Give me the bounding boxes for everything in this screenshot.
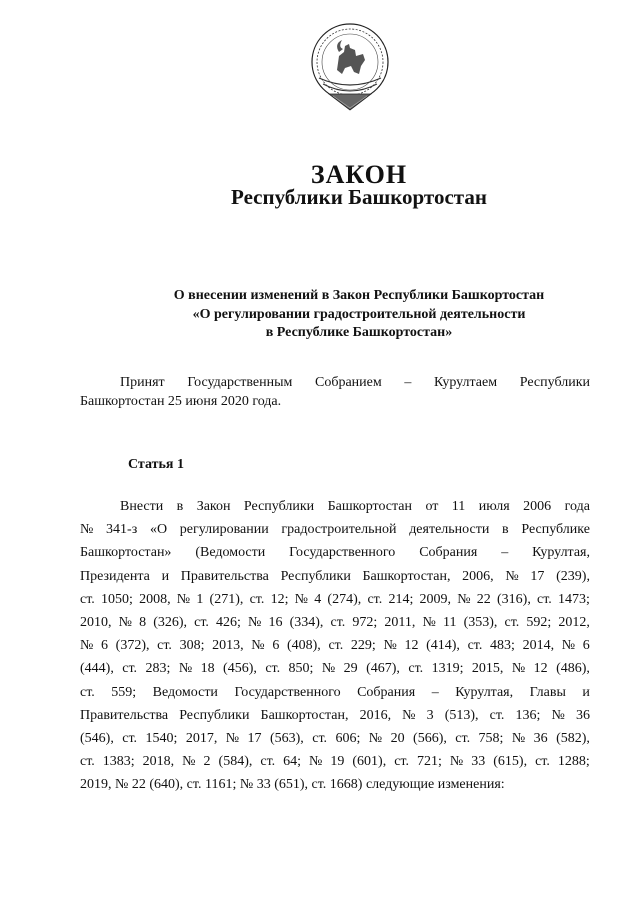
word: 1319; [431,661,464,677]
word: 36 [533,730,548,746]
word: года [564,499,590,514]
word: (582), [556,730,590,746]
word: (239), [556,568,590,584]
word: ст. [535,754,550,770]
word: 426; [216,614,241,630]
word: и [582,684,590,700]
word: (467), [366,661,400,677]
word: ст. [122,730,138,746]
word: Республики [519,375,590,390]
word: № [511,661,526,677]
text-line [80,541,590,564]
document-subtitle: Республики Башкортостан [231,185,487,209]
word: № [80,522,94,538]
word: градостроительной [281,522,397,538]
word: Ведомости [152,684,218,700]
word: № [321,661,336,677]
word: № [182,754,196,770]
document-title: ЗАКОН [310,160,408,189]
word: 6 [101,638,109,654]
word: Башкортостан» [80,545,172,561]
word: 8 [139,614,147,630]
word: 16 [268,614,283,630]
word: ст. [80,591,95,607]
text-line [80,611,590,634]
word: ст. [537,591,552,607]
word: 229; [350,638,376,654]
heading-line: в Республике Башкортостан» [265,325,453,340]
word: 36 [575,707,590,723]
word: ст. [489,707,505,723]
word: в [176,499,184,514]
word: (563), [269,730,304,746]
word: Государственного [234,684,341,700]
word: 2015, [471,661,504,677]
word: – [501,545,509,561]
word: (271), [209,591,244,607]
word: и [161,568,170,584]
article-title: Статья 1 [128,457,184,472]
article-body [80,495,590,796]
word: 283; [145,661,171,677]
word: 2009, [419,591,452,607]
word: (353), [463,614,498,630]
word: 6 [272,638,280,654]
text-line [80,518,590,541]
word: ст. [504,614,520,630]
word: (601), [352,754,387,770]
word: Башкортостан, [260,707,349,723]
word: ст. [330,614,346,630]
word: Закон [196,499,231,514]
word: ст. [455,730,471,746]
text-line [80,495,590,518]
word: № [294,591,309,607]
word: регулировании [179,522,269,538]
word: Собрания [357,684,416,700]
word: (316), [497,591,531,607]
word: № [422,614,436,630]
word: № [402,707,416,723]
word: (615), [493,754,528,770]
word: Внести [120,499,164,514]
word: (326), [153,614,188,630]
word: 2013, [212,638,244,654]
word: 1540; [145,730,178,746]
word: 2 [203,754,211,770]
word: 308; [179,638,205,654]
word: Собрания [419,545,478,561]
law-heading [39,287,640,343]
word: ст. [367,591,383,607]
word: Республике [521,522,590,538]
word: 12 [404,638,419,654]
word: ст. [157,638,172,654]
word: № [511,730,526,746]
word: (444), [80,661,114,677]
word: 1473; [558,591,590,607]
word: Республики [243,499,315,514]
word: 2017, [185,730,218,746]
word: (274), [327,591,362,607]
word: 1 [196,591,204,607]
word: 4 [314,591,322,607]
word: 136; [515,707,541,723]
word: Правительства [80,707,169,723]
word: 22 [476,591,491,607]
word: № [505,568,519,584]
word: в [502,522,509,538]
word: ст. [80,754,95,770]
word: ст. [265,661,281,677]
word: 721; [417,754,442,770]
word: 758; [478,730,504,746]
word: от [425,499,439,514]
word: июля [478,499,510,514]
word: – [431,684,439,700]
word: 592; [526,614,552,630]
word: Главы [529,684,566,700]
word: 17 [530,568,545,584]
word: ст. [122,661,138,677]
text-line [80,727,590,750]
word: «О [149,522,168,538]
word: (486), [556,661,590,677]
word: № [118,614,132,630]
word: (414), [426,638,460,654]
word: 2006 [523,499,552,514]
word: 6 [582,638,590,654]
word: № [561,638,576,654]
word: ст. [194,614,209,630]
word: ст. [249,591,265,607]
word: 559; [111,684,137,700]
word: – [404,375,412,390]
text-line [80,657,590,680]
word: 3 [426,707,434,723]
word: ст. [328,638,344,654]
word: (334), [289,614,324,630]
word: 20 [390,730,405,746]
text-line [80,634,590,657]
word: 2014, [522,638,555,654]
word: деятельности [409,522,490,538]
text-line [80,373,590,392]
word: ст. [394,754,409,770]
word: Республики [179,707,250,723]
word: Курултая, [455,684,514,700]
word: № [457,591,471,607]
text-line [80,704,590,727]
word: 1050; [100,591,133,607]
word: № [176,591,191,607]
word: 12 [533,661,548,677]
word: 972; [352,614,378,630]
heading-line: «О регулировании градостроительной деятельности [192,306,526,322]
word: № [309,754,323,770]
word: (566), [413,730,447,746]
word: 12; [270,591,289,607]
word: (372), [115,638,150,654]
word: (584), [218,754,253,770]
word: Собранием [315,375,382,390]
word: № [551,707,565,723]
word: № [248,614,262,630]
word: 2018, [142,754,175,770]
word: 18 [200,661,215,677]
word: Государственным [187,375,293,390]
word: Президента [80,568,150,584]
word: 483; [490,638,515,654]
word: 11 [442,614,457,630]
word: (Ведомости [195,545,266,561]
word: 17 [247,730,262,746]
word: (456), [223,661,257,677]
word: 2006, [462,568,494,584]
word: 11 [451,499,466,514]
word: 33 [471,754,486,770]
word: № [80,638,94,654]
word: ст. [80,684,95,700]
word: 64; [283,754,302,770]
coat-of-arms-emblem [309,22,391,112]
word: (546), [80,730,114,746]
word: № [178,661,193,677]
word: Государственного [289,545,396,561]
word: 19 [330,754,345,770]
word: 2012, [558,614,590,630]
word: № [383,638,397,654]
word: № [368,730,383,746]
word: (513), [444,707,479,723]
word: 341-з [106,522,138,538]
text-line [80,565,590,588]
word: Башкортостан, [362,568,451,584]
adoption-statement [80,373,590,411]
word: ст. [408,661,424,677]
word: № [449,754,464,770]
word: 850; [288,661,314,677]
word: Республики [280,568,351,584]
text-line [80,681,590,704]
word: (408), [286,638,321,654]
text-line [80,588,590,611]
word: ст. [312,730,328,746]
text-line: Башкортостан 25 июня 2020 года. [80,394,282,409]
text-line: 2019, № 22 (640), ст. 1161; № 33 (651), ст. 1668) следующие изменения: [80,777,505,793]
word: Башкортостан [327,499,413,514]
word: Правительства [180,568,269,584]
word: ст. [260,754,276,770]
word: № [225,730,240,746]
word: 2008, [139,591,171,607]
word: ст. [467,638,483,654]
word: Курултая, [532,545,590,561]
word: 2011, [384,614,416,630]
word: 606; [335,730,361,746]
word: Принят [120,375,165,390]
text-line [80,750,590,773]
word: Курултаем [434,375,498,390]
word: 1288; [557,754,590,770]
word: 1383; [102,754,135,770]
word: 2016, [359,707,392,723]
heading-line: О внесении изменений в Закон Республики Башкортостан [173,288,545,303]
word: № [251,638,265,654]
word: 214; [388,591,414,607]
word: 2010, [80,614,112,630]
word: 29 [343,661,358,677]
